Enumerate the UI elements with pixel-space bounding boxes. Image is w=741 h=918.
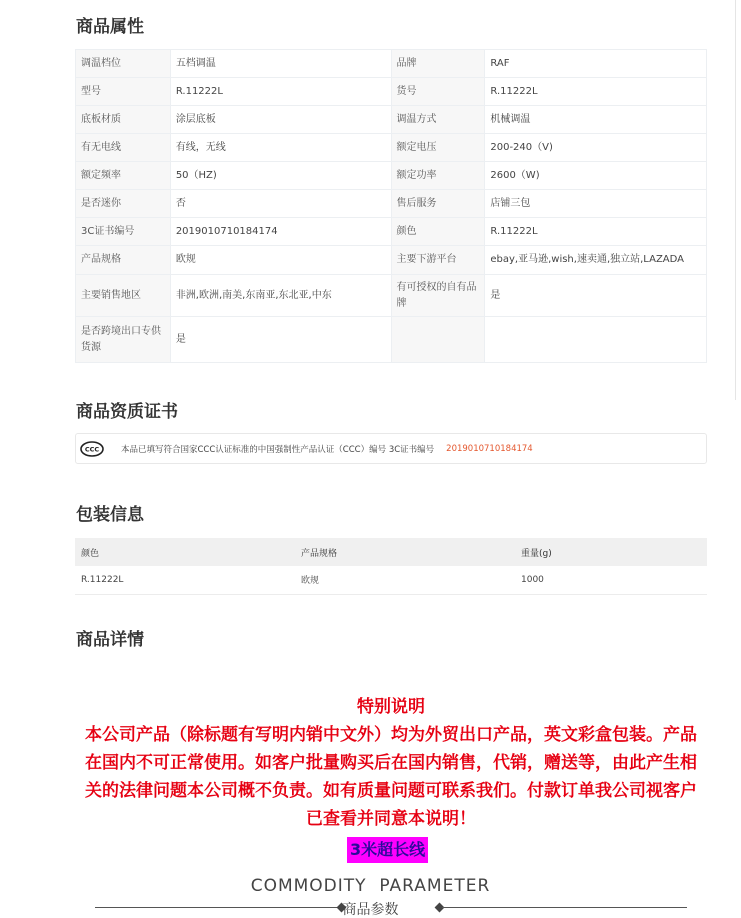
- attr-key: 产品规格: [76, 246, 171, 275]
- certificate-text: 本品已填写符合国家CCC认证标准的中国强制性产品认证（CCC）编号 3C证书编号: [121, 444, 435, 455]
- packaging-header-weight: 重量(g): [515, 538, 707, 566]
- attr-value: [485, 317, 707, 363]
- attr-value: 2600（W): [485, 162, 707, 190]
- attr-key: 额定电压: [391, 134, 485, 162]
- attr-key: 品牌: [391, 50, 485, 78]
- attr-key: 底板材质: [76, 106, 171, 134]
- attr-key: 是否跨境出口专供货源: [76, 317, 171, 363]
- svg-text:CCC: CCC: [84, 445, 100, 453]
- packaging-cell-spec: 欧规: [295, 566, 515, 594]
- attr-value: 是: [170, 317, 391, 363]
- attr-value: RAF: [485, 50, 707, 78]
- attr-key: 有无电线: [76, 134, 171, 162]
- attr-value: R.11222L: [485, 78, 707, 106]
- notice-title: 特别说明: [357, 697, 425, 717]
- table-row: [76, 106, 707, 134]
- attr-value: 200-240（V): [485, 134, 707, 162]
- packaging-table: [75, 538, 707, 595]
- attr-key: 额定频率: [76, 162, 171, 190]
- attr-value: 店铺三包: [485, 190, 707, 218]
- attr-key: 型号: [76, 78, 171, 106]
- attr-key: 调温档位: [76, 50, 171, 78]
- attr-value: 五档调温: [170, 50, 391, 78]
- table-row: [76, 50, 707, 78]
- attr-key: 货号: [391, 78, 485, 106]
- attr-value: 2019010710184174: [170, 218, 391, 246]
- packaging-cell-weight: 1000: [515, 566, 707, 594]
- attr-value: ebay,亚马逊,wish,速卖通,独立站,LAZADA: [485, 246, 707, 275]
- notice-body: 本公司产品（除标题有写明内销中文外）均为外贸出口产品，英文彩盒包装。产品在国内不可正常使用。如客户批量购买后在国内销售，代销，赠送等，由此产生相关的法律问题本公司概不负责。如有质量问题可联系我们。付款订单我公司视客户已查看并同意本说明！: [85, 725, 697, 829]
- attr-value: 有线，无线: [170, 134, 391, 162]
- attr-value: R.11222L: [170, 78, 391, 106]
- packaging-title: 包装信息: [76, 505, 144, 525]
- table-row: [76, 190, 707, 218]
- details-title: 商品详情: [76, 630, 144, 650]
- attr-value: 涂层底板: [170, 106, 391, 134]
- table-row: [76, 246, 707, 275]
- attr-value: 非洲,欧洲,南美,东南亚,东北亚,中东: [170, 275, 391, 317]
- attr-key: 颜色: [391, 218, 485, 246]
- attr-value: 机械调温: [485, 106, 707, 134]
- attr-key: [391, 317, 485, 363]
- attr-key: 是否迷你: [76, 190, 171, 218]
- scrollbar-edge[interactable]: [735, 0, 741, 400]
- commodity-parameter-title: COMMODITY PARAMETER: [250, 876, 491, 896]
- attr-value: 否: [170, 190, 391, 218]
- special-notice: [78, 693, 704, 833]
- attributes-title: 商品属性: [76, 17, 144, 37]
- table-row: [76, 275, 707, 317]
- table-row: [76, 78, 707, 106]
- packaging-header-color: 颜色: [75, 538, 295, 566]
- attr-value: 是: [485, 275, 707, 317]
- attr-key: 主要销售地区: [76, 275, 171, 317]
- table-row: [76, 317, 707, 363]
- table-row: [76, 134, 707, 162]
- divider-right: [442, 907, 687, 908]
- certificate-number: 2019010710184174: [446, 443, 533, 454]
- attr-key: 主要下游平台: [391, 246, 485, 275]
- packaging-cell-color: R.11222L: [75, 566, 295, 594]
- packaging-header-row: [75, 538, 707, 566]
- commodity-parameter-subtitle: 商品参数: [342, 902, 399, 918]
- attr-value: 欧规: [170, 246, 391, 275]
- attributes-table: [75, 49, 707, 363]
- table-row: [76, 218, 707, 246]
- certificate-box: [75, 433, 707, 464]
- attr-value: 50（HZ): [170, 162, 391, 190]
- ccc-logo-icon: [80, 441, 104, 457]
- table-row: [76, 162, 707, 190]
- cable-length-highlight: 3米超长线: [347, 837, 428, 863]
- table-row: [75, 566, 707, 594]
- attr-key: 售后服务: [391, 190, 485, 218]
- certificate-title: 商品资质证书: [76, 402, 178, 422]
- attr-value: R.11222L: [485, 218, 707, 246]
- attr-key: 有可授权的自有品牌: [391, 275, 485, 317]
- packaging-header-spec: 产品规格: [295, 538, 515, 566]
- attr-key: 额定功率: [391, 162, 485, 190]
- attr-key: 调温方式: [391, 106, 485, 134]
- attr-key: 3C证书编号: [76, 218, 171, 246]
